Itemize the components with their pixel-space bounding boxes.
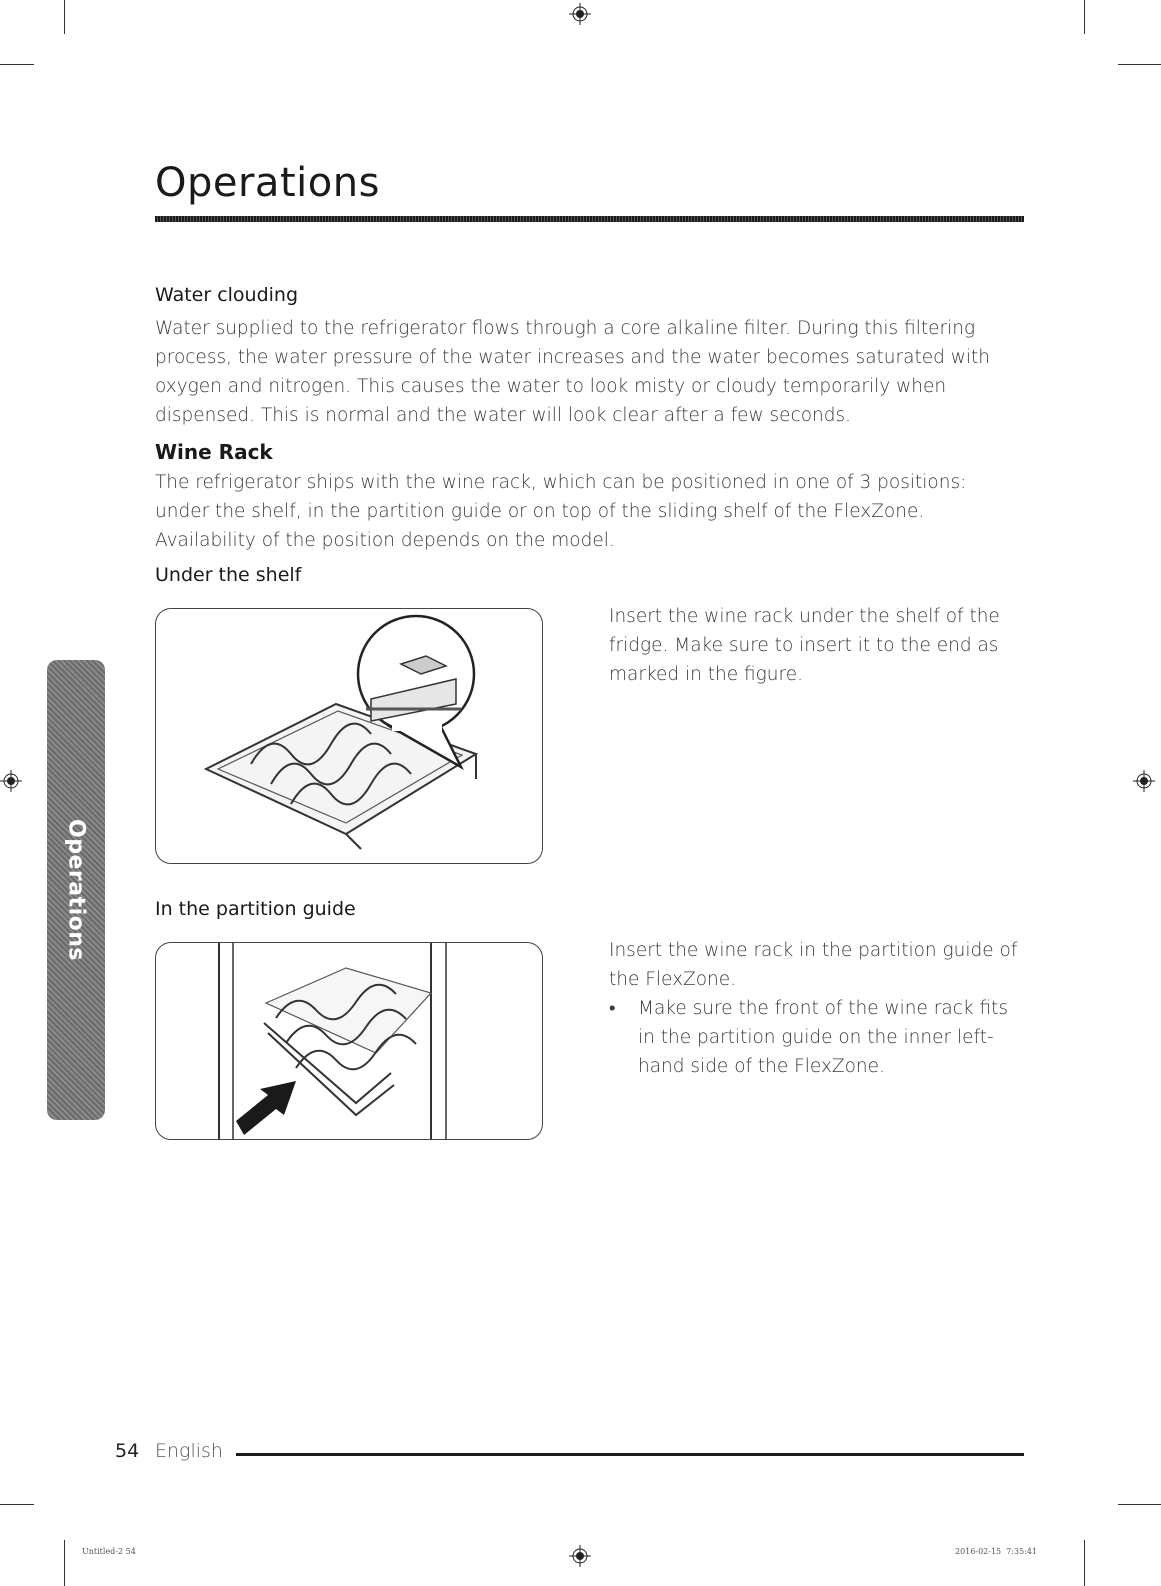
wine-rack-under-shelf-illustration: [156, 609, 542, 863]
crop-mark: [1084, 1540, 1085, 1586]
registration-mark-icon: [1133, 770, 1155, 792]
under-shelf-text: Insert the wine rack under the shelf of the fridge. Make sure to insert it to the end as marked in the figure.: [609, 606, 1000, 685]
under-shelf-heading: Under the shelf: [155, 564, 302, 586]
crop-mark: [64, 0, 65, 34]
page-title: Operations: [155, 160, 380, 206]
print-slug-right: 2016-02-15 ￼ 7:35:41: [955, 1547, 1038, 1556]
registration-mark-icon: [569, 3, 591, 25]
crop-mark: [64, 1540, 65, 1586]
page-language: English: [155, 1440, 223, 1462]
wine-rack-body: The refrigerator ships with the wine rack, which can be positioned in one of 3 positions: under the shelf, in the partition guide or on top of the sliding shelf of the FlexZone. Availability of the position depends on the model.: [155, 472, 967, 551]
page-number: 54: [115, 1440, 140, 1462]
water-clouding-body: Water supplied to the refrigerator flows through a core alkaline filter. During this filtering process, the water pressure of the water increases and the water becomes saturated with oxygen and nitrogen. This causes the water to look misty or cloudy temporarily when dispensed. This is normal and the water will look clear after a few seconds.: [155, 318, 990, 426]
partition-guide-bullet-text: Make sure the front of the wine rack fits in the partition guide on the inner left-hand side of the FlexZone.: [638, 998, 1009, 1077]
registration-mark-icon: [0, 770, 22, 792]
section-side-tab-label: Operations: [63, 819, 89, 961]
section-side-tab: [47, 660, 105, 1120]
crop-mark: [0, 64, 34, 65]
print-slug-left: Untitled-2 54: [82, 1547, 136, 1556]
bullet-mark: •: [609, 998, 616, 1019]
water-clouding-heading: Water clouding: [155, 284, 299, 306]
wine-rack-heading: Wine Rack: [155, 440, 273, 464]
footer-rule: [236, 1453, 1024, 1456]
partition-guide-heading: In the partition guide: [155, 898, 356, 920]
crop-mark: [1084, 0, 1085, 34]
crop-mark: [1118, 1504, 1161, 1505]
partition-guide-text: Insert the wine rack in the partition guide of the FlexZone.: [609, 940, 1018, 990]
crop-mark: [0, 1504, 34, 1505]
partition-guide-bullet: [609, 994, 1024, 1081]
crop-mark: [1118, 64, 1161, 65]
under-shelf-figure: [155, 608, 543, 864]
title-rule: [155, 216, 1024, 222]
registration-mark-icon: [569, 1545, 591, 1567]
partition-guide-figure: [155, 942, 543, 1140]
wine-rack-partition-illustration: [156, 943, 542, 1139]
